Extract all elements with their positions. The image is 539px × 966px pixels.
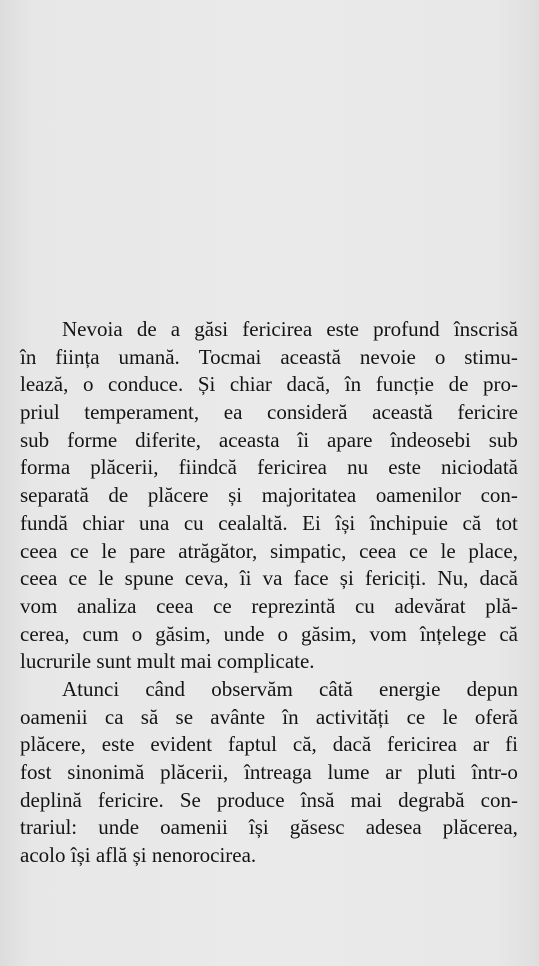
word: cu <box>183 510 204 535</box>
text-line <box>20 427 518 455</box>
word: observăm <box>211 676 293 701</box>
word: le <box>442 704 458 729</box>
word: această <box>372 400 433 425</box>
word: Nu, <box>437 566 469 591</box>
word: ce <box>406 704 426 729</box>
word: faptul <box>228 732 277 757</box>
word: ce <box>68 566 88 591</box>
text-line <box>20 510 518 538</box>
word: această <box>280 344 341 369</box>
word: ce <box>213 593 232 618</box>
word: îndeosebi <box>390 427 471 452</box>
word: ea <box>223 400 243 425</box>
word: înscrisă <box>453 317 518 341</box>
paragraph <box>20 676 518 870</box>
word: nenorocirea. <box>151 843 257 868</box>
text-line <box>20 316 518 344</box>
word: le <box>101 538 117 563</box>
word: că <box>462 510 482 535</box>
word: dacă <box>332 732 372 757</box>
word: nu <box>347 455 369 480</box>
text-line <box>20 454 518 482</box>
word: degrabă <box>398 787 465 812</box>
word: este <box>101 732 135 757</box>
word: face <box>293 566 329 591</box>
word: activități <box>315 704 390 729</box>
word: niciodată <box>441 455 518 480</box>
text-line <box>20 565 518 593</box>
word: sunt <box>96 649 137 674</box>
text-line <box>20 676 518 704</box>
word: profund <box>373 317 440 341</box>
word: spune <box>124 566 174 591</box>
word: găsi <box>194 317 229 341</box>
word: le <box>98 566 114 591</box>
word: își <box>335 510 356 535</box>
word: majoritatea <box>261 483 357 508</box>
text-line <box>20 759 518 787</box>
word: chiar <box>229 372 272 397</box>
word: pro- <box>483 372 518 397</box>
word: ființa <box>55 344 100 369</box>
word: este <box>388 455 421 480</box>
word: fericiți. <box>365 566 427 591</box>
word: găsesc <box>289 815 345 840</box>
word: lucrurile <box>20 649 97 674</box>
word: reprezintă <box>251 593 336 618</box>
word: îi <box>297 427 310 452</box>
word: ar <box>385 760 402 784</box>
word: ce <box>70 538 89 563</box>
word: fiindcă <box>178 455 237 480</box>
word: pluti <box>417 760 456 784</box>
word: stimu- <box>464 344 518 369</box>
word: plăcerii, <box>90 455 159 480</box>
word: de <box>108 483 129 508</box>
word: fost <box>20 760 52 784</box>
word: ceva, <box>184 566 229 591</box>
word: mult <box>136 649 181 674</box>
word: Atunci <box>62 676 120 701</box>
word: vom <box>20 593 58 618</box>
word: fericirea <box>242 317 313 341</box>
text-line <box>20 399 518 427</box>
word: energie <box>379 676 441 701</box>
word: găsim, <box>155 621 211 646</box>
word: câtă <box>319 676 353 701</box>
word: adesea <box>365 815 422 840</box>
word: aceasta <box>218 427 280 452</box>
word: funcție <box>375 372 435 397</box>
text-line <box>20 814 518 842</box>
word: forme <box>67 427 118 452</box>
word: con- <box>480 483 518 508</box>
word: o <box>277 621 289 646</box>
word: ceea <box>156 593 194 618</box>
word: Tocmai <box>198 344 262 369</box>
word: întreaga <box>244 760 312 784</box>
word: fericire. <box>97 787 164 812</box>
word: oferă <box>474 704 518 729</box>
word: forma <box>20 455 71 480</box>
word: și <box>132 843 152 868</box>
word: umană. <box>118 344 180 369</box>
text-line <box>20 371 518 399</box>
word: de <box>136 317 157 341</box>
text-line <box>20 593 518 621</box>
word: într-o <box>471 760 518 784</box>
text-line <box>20 787 518 815</box>
word: dacă <box>479 566 518 591</box>
word: o <box>131 621 143 646</box>
text-line <box>20 482 518 510</box>
word: ceea <box>20 566 58 591</box>
word: va <box>262 566 283 591</box>
word: cum <box>82 621 119 646</box>
word: de <box>448 372 469 397</box>
word: conduce. <box>108 372 184 397</box>
word: fericirea <box>257 455 327 480</box>
word: diferite, <box>135 427 202 452</box>
word: depun <box>466 676 518 701</box>
word: ca <box>104 704 124 729</box>
word: plăcere <box>147 483 209 508</box>
word: își <box>70 843 96 868</box>
word: nevoie <box>359 344 416 369</box>
word: lează, <box>20 372 69 397</box>
text-line <box>20 344 518 372</box>
word: temperament, <box>84 400 200 425</box>
word: ceea <box>359 538 397 563</box>
word: fericire <box>457 400 518 425</box>
word: ce <box>409 538 428 563</box>
word: separată <box>20 483 89 508</box>
word: cealaltă. <box>218 510 288 535</box>
word: când <box>145 676 185 701</box>
word: le <box>440 538 456 563</box>
word: fundă <box>20 510 68 535</box>
word: simpatic, <box>269 538 347 563</box>
word: plăcere, <box>20 732 86 757</box>
word: cu <box>354 593 375 618</box>
word: unde <box>98 815 140 840</box>
word: fericirea <box>387 732 457 757</box>
word: sub <box>20 427 50 452</box>
word: Se <box>179 787 201 812</box>
word: se <box>175 704 194 729</box>
text-line <box>20 842 518 870</box>
word: plăcerii, <box>160 760 229 784</box>
word: și <box>339 566 354 591</box>
word: în <box>282 704 299 729</box>
word: a <box>170 317 181 341</box>
word: Ei <box>302 510 321 535</box>
word: atrăgător, <box>178 538 258 563</box>
word: mai <box>350 787 383 812</box>
word: acolo <box>20 843 71 868</box>
word: să <box>140 704 159 729</box>
word: tot <box>495 510 518 535</box>
word: oamenilor <box>375 483 461 508</box>
word: ceea <box>20 538 58 563</box>
text-line <box>20 731 518 759</box>
word: oamenii <box>20 704 88 729</box>
word: Nevoia <box>62 317 123 341</box>
word: în <box>20 344 37 369</box>
word: con- <box>480 787 518 812</box>
word: cerea, <box>20 621 70 646</box>
word: că, <box>292 732 317 757</box>
word: vom <box>369 621 407 646</box>
word: înțelege <box>419 621 487 646</box>
word: însă <box>300 787 335 812</box>
word: una <box>138 510 170 535</box>
word: Și <box>197 372 216 397</box>
word: ar <box>472 732 490 757</box>
word: dacă, <box>286 372 331 397</box>
word: analiza <box>77 593 137 618</box>
text-line <box>20 621 518 649</box>
word: place, <box>468 538 518 563</box>
word: că <box>499 621 518 646</box>
word: chiar <box>82 510 125 535</box>
word: sinonimă <box>67 760 145 784</box>
word: produce <box>216 787 285 812</box>
word: apare <box>326 427 373 452</box>
word: găsim, <box>301 621 357 646</box>
word: avânte <box>210 704 266 729</box>
word: și <box>228 483 243 508</box>
text-line <box>20 538 518 566</box>
word: află <box>95 843 133 868</box>
word: este <box>326 317 360 341</box>
word: închipuie <box>369 510 448 535</box>
word: adevărat <box>394 593 466 618</box>
word: deplină <box>20 787 82 812</box>
text-line <box>20 704 518 732</box>
paragraph <box>20 316 518 676</box>
word: îi <box>239 566 252 591</box>
word: priul <box>20 400 60 425</box>
word: oamenii <box>160 815 228 840</box>
word: își <box>248 815 269 840</box>
word: pare <box>129 538 166 563</box>
word: evident <box>150 732 213 757</box>
word: în <box>344 372 362 397</box>
body-text <box>20 316 518 870</box>
word: trariul: <box>20 815 78 840</box>
word: o <box>82 372 94 397</box>
text-line <box>20 648 518 676</box>
word: lume <box>327 760 370 784</box>
word: complicate. <box>217 649 315 674</box>
word: mai <box>180 649 218 674</box>
word: unde <box>223 621 265 646</box>
word: sub <box>488 427 518 452</box>
word: consideră <box>267 400 348 425</box>
word: plăcerea, <box>442 815 518 840</box>
word: fi <box>505 732 518 757</box>
word: plă- <box>485 593 518 618</box>
word: o <box>434 344 446 369</box>
